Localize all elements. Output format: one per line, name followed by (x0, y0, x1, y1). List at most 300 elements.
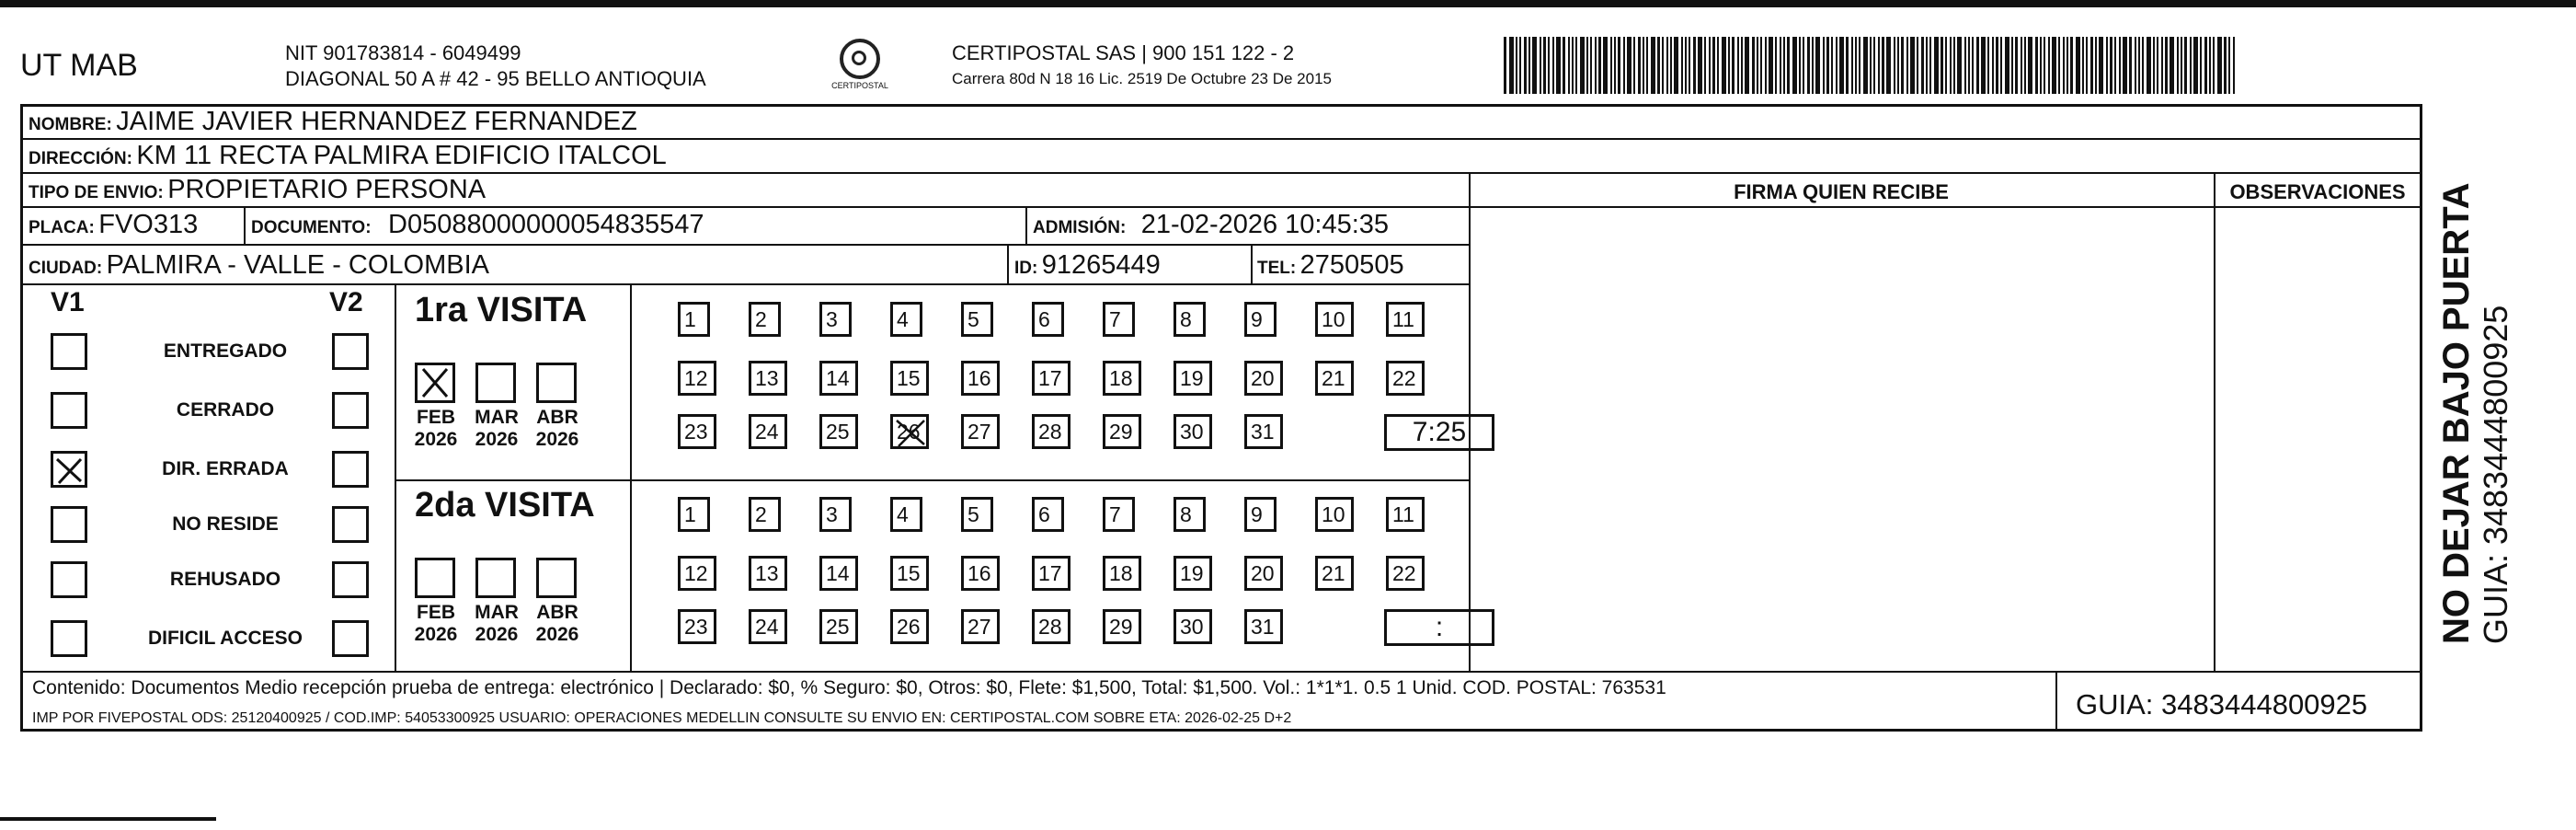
day-box[interactable] (1103, 361, 1141, 396)
barcode-bar (1957, 37, 1962, 94)
day-box[interactable] (1244, 361, 1283, 396)
day-number: 15 (897, 561, 921, 585)
barcode-bar (1575, 37, 1577, 94)
name-field (29, 107, 637, 137)
document-value: D05088000000054835547 (388, 210, 704, 239)
day-box[interactable] (890, 556, 929, 591)
day-number: 5 (967, 307, 979, 331)
barcode-bar (1981, 37, 1986, 94)
carrier-name: CERTIPOSTAL SAS | 900 151 122 - 2 (952, 41, 1295, 64)
barcode-bar (1934, 37, 1939, 94)
v2-checkbox[interactable] (332, 451, 369, 488)
v1-checkbox[interactable] (51, 506, 87, 543)
day-number: 10 (1322, 307, 1345, 331)
day-box[interactable] (1174, 556, 1212, 591)
day-number: 26 (897, 420, 921, 444)
barcode-bar (1976, 37, 1979, 94)
day-box[interactable] (819, 302, 852, 337)
barcode-bar (1666, 37, 1668, 94)
month-name: FEB (417, 407, 455, 428)
day-number: 28 (1038, 420, 1062, 444)
day-box[interactable] (890, 302, 922, 337)
day-number: 19 (1180, 561, 1204, 585)
day-box[interactable] (1103, 609, 1141, 644)
barcode-bar (1704, 37, 1706, 94)
day-box[interactable] (1032, 556, 1070, 591)
barcode-bar (2184, 37, 2187, 94)
time-field[interactable]: : (1384, 609, 1494, 646)
barcode-bar (1807, 37, 1810, 94)
month-label (409, 602, 463, 646)
month-checkbox[interactable] (475, 558, 516, 598)
v2-checkbox[interactable] (332, 392, 369, 429)
month-label (409, 407, 463, 451)
v2-checkbox[interactable] (332, 506, 369, 543)
day-number: 21 (1322, 366, 1345, 390)
day-box[interactable] (1174, 497, 1206, 532)
v2-header: V2 (329, 287, 363, 317)
tel-label: TEL: (1257, 259, 1297, 278)
day-box[interactable] (1032, 497, 1064, 532)
v1-checkbox[interactable] (51, 333, 87, 370)
barcode-bar (1775, 37, 1777, 94)
barcode-bar (2011, 37, 2013, 94)
barcode-bar (2170, 37, 2174, 94)
barcode-bar (1519, 37, 1521, 94)
month-checkbox[interactable] (536, 558, 577, 598)
day-number: 3 (826, 502, 838, 526)
barcode-bar (1926, 37, 1928, 94)
address-label: DIRECCIÓN: (29, 149, 132, 168)
barcode-bar (1878, 37, 1880, 94)
delivery-form (20, 104, 2422, 732)
barcode-bar (1799, 37, 1801, 94)
barcode-bar (2157, 37, 2158, 94)
shipment-label: TIPO DE ENVIO: (29, 183, 164, 202)
day-number: 26 (897, 615, 921, 639)
month-year: 2026 (535, 624, 579, 645)
barcode-bar (1972, 37, 1974, 94)
day-box[interactable] (678, 302, 710, 337)
month-year: 2026 (475, 429, 519, 450)
barcode-bar (1752, 37, 1755, 94)
day-box[interactable] (1103, 497, 1135, 532)
barcode-bar (1674, 37, 1678, 94)
name-value: JAIME JAVIER HERNANDEZ FERNANDEZ (116, 107, 637, 136)
side-text (2435, 182, 2514, 644)
day-number: 30 (1180, 615, 1204, 639)
barcode-bar (1568, 37, 1570, 94)
row-divider (23, 671, 2420, 673)
day-box[interactable] (1244, 302, 1277, 337)
day-number: 17 (1038, 561, 1062, 585)
barcode-bar (1815, 37, 1820, 94)
barcode-bar (1873, 37, 1875, 94)
day-box[interactable] (961, 609, 1000, 644)
carrier-license: Carrera 80d N 18 16 Lic. 2519 De Octubre 23 De 2015 (952, 70, 1332, 87)
day-number: 5 (967, 502, 979, 526)
day-number: 31 (1251, 615, 1275, 639)
day-box[interactable] (890, 361, 929, 396)
shipment-field (29, 175, 486, 205)
barcode-bar (1906, 37, 1908, 94)
day-number: 8 (1180, 307, 1192, 331)
day-box[interactable] (961, 414, 1000, 449)
day-box[interactable] (1103, 556, 1141, 591)
barcode-bar (1614, 37, 1616, 94)
barcode-bar (1741, 37, 1743, 94)
day-box[interactable] (961, 556, 1000, 591)
barcode-bar (2147, 37, 2151, 94)
barcode-bar (1543, 37, 1546, 94)
status-label: CERRADO (176, 399, 275, 421)
day-box[interactable] (1244, 609, 1283, 644)
barcode-bar (1590, 37, 1592, 94)
barcode-bar (1698, 37, 1702, 94)
barcode-bar (2224, 37, 2227, 94)
day-number: 25 (826, 615, 850, 639)
day-number: 2 (755, 502, 767, 526)
barcode-bar (1921, 37, 1924, 94)
day-box[interactable] (749, 302, 781, 337)
v2-checkbox[interactable] (332, 333, 369, 370)
day-number: 31 (1251, 420, 1275, 444)
month-year: 2026 (414, 624, 458, 645)
barcode-bar (2063, 37, 2065, 94)
document-label: DOCUMENTO: (251, 218, 372, 237)
top-border (0, 0, 2576, 7)
logo-text: CERTIPOSTAL (831, 81, 888, 90)
day-box[interactable] (961, 497, 993, 532)
barcode-bar (1792, 37, 1797, 94)
day-number: 22 (1392, 366, 1416, 390)
shipment-value: PROPIETARIO PERSONA (167, 175, 487, 204)
row-divider (23, 206, 2420, 208)
day-number: 7 (1109, 307, 1121, 331)
day-box[interactable] (1386, 361, 1425, 396)
v2-checkbox[interactable] (332, 561, 369, 598)
barcode-bar (1737, 37, 1739, 94)
barcode-bar (1563, 37, 1565, 94)
barcode-bar (2028, 37, 2032, 94)
barcode-bar (2177, 37, 2179, 94)
day-number: 25 (826, 420, 850, 444)
barcode-bar (1846, 37, 1849, 94)
barcode-bar (2040, 37, 2042, 94)
day-box[interactable] (1103, 414, 1141, 449)
barcode-bar (2000, 37, 2002, 94)
day-number: 9 (1251, 502, 1263, 526)
day-box[interactable] (749, 414, 787, 449)
barcode-bar (1831, 37, 1833, 94)
month-label (531, 407, 584, 451)
day-box[interactable] (890, 414, 929, 449)
footer-content: Contenido: Documentos Medio recepción prueba de entrega: electrónico | Declarado: $0, % Seguro: $0, Otros: $0, Flete: $1,500, Total: $1,500. Vol.: 1*1*1. 0.5 1 Unid. COD. POSTAL: 763531 (32, 677, 1666, 698)
address-field (29, 141, 667, 171)
company-nit: NIT 901783814 - 6049499 (285, 41, 521, 64)
day-box[interactable] (1244, 414, 1283, 449)
barcode-bar (2086, 37, 2088, 94)
status-label: DIFICIL ACCESO (147, 628, 303, 649)
day-box[interactable] (819, 361, 858, 396)
day-number: 19 (1180, 366, 1204, 390)
city-label: CIUDAD: (29, 259, 103, 278)
v1-checkbox[interactable] (51, 620, 87, 657)
barcode-bar (1765, 37, 1767, 94)
day-box[interactable] (1174, 414, 1212, 449)
day-number: 23 (684, 420, 708, 444)
day-box[interactable] (1174, 302, 1206, 337)
day-box[interactable] (819, 609, 858, 644)
col-divider (1025, 208, 1027, 245)
barcode-bar (2114, 37, 2116, 94)
barcode-bar (1826, 37, 1829, 94)
time-field[interactable]: 7:25 (1384, 414, 1494, 451)
admission-value: 21-02-2026 10:45:35 (1140, 210, 1390, 239)
document-field (251, 210, 704, 240)
barcode-bar (1941, 37, 1943, 94)
day-number: 20 (1251, 366, 1275, 390)
side-warning: NO DEJAR BAJO PUERTA (2436, 182, 2477, 644)
logo-icon (840, 39, 880, 79)
month-name: ABR (536, 407, 578, 428)
day-box[interactable] (678, 497, 710, 532)
observations-header: OBSERVACIONES (2229, 180, 2406, 203)
admission-label: ADMISIÓN: (1033, 218, 1127, 237)
day-number: 13 (755, 366, 779, 390)
barcode-bar (2142, 37, 2144, 94)
barcode-bar (1851, 37, 1853, 94)
barcode-bar (1950, 37, 1952, 94)
barcode-bar (1548, 37, 1550, 94)
day-number: 17 (1038, 366, 1062, 390)
month-name: FEB (417, 602, 455, 623)
barcode-bar (2228, 37, 2230, 94)
day-box[interactable] (1174, 609, 1212, 644)
barcode-bar (2200, 37, 2202, 94)
row-divider (396, 479, 1469, 481)
barcode-bar (1657, 37, 1660, 94)
col-divider (2214, 173, 2215, 672)
month-year: 2026 (414, 429, 458, 450)
day-box[interactable] (678, 361, 716, 396)
col-divider (2055, 672, 2057, 729)
day-box[interactable] (678, 414, 716, 449)
barcode-bar (1964, 37, 1966, 94)
day-box[interactable] (678, 556, 716, 591)
day-number: 11 (1392, 307, 1414, 331)
barcode-bar (1685, 37, 1687, 94)
barcode-bar (1603, 37, 1608, 94)
v2-checkbox[interactable] (332, 620, 369, 657)
barcode-bar (1638, 37, 1641, 94)
barcode-bar (1670, 37, 1672, 94)
footer-imp: IMP POR FIVEPOSTAL ODS: 25120400925 / COD.IMP: 54053300925 USUARIO: OPERACIONES MEDELLIN CONSULTE SU ENVIO EN: CERTIPOSTAL.COM SOBRE ETA: 2026-02-25 D+2 (32, 710, 1292, 726)
col-divider (2420, 173, 2421, 672)
barcode-bar (2135, 37, 2136, 94)
month-checkbox[interactable] (536, 363, 577, 403)
barcode-bar (1623, 37, 1625, 94)
col-divider (630, 285, 632, 672)
barcode-bar (1516, 37, 1517, 94)
id-value: 91265449 (1041, 250, 1161, 280)
day-box[interactable] (1386, 556, 1425, 591)
barcode-bar (2005, 37, 2009, 94)
barcode-bar (1646, 37, 1648, 94)
barcode-bar (2123, 37, 2127, 94)
day-box[interactable] (749, 556, 787, 591)
month-name: MAR (475, 602, 519, 623)
month-year: 2026 (535, 429, 579, 450)
barcode-bar (2181, 37, 2182, 94)
barcode-bar (1618, 37, 1620, 94)
barcode-bar (1897, 37, 1899, 94)
day-box[interactable] (1103, 302, 1135, 337)
day-box[interactable] (1386, 497, 1425, 532)
barcode-bar (1633, 37, 1635, 94)
day-box[interactable] (678, 609, 716, 644)
day-box[interactable] (749, 361, 787, 396)
plate-value: FVO313 (98, 210, 199, 239)
month-checkbox[interactable] (475, 363, 516, 403)
barcode-bar (1787, 37, 1790, 94)
day-box[interactable] (1174, 361, 1212, 396)
barcode-bar (1882, 37, 1884, 94)
check-x-icon (893, 417, 930, 450)
visit-title: 1ra VISITA (415, 291, 588, 329)
barcode-bar (2153, 37, 2155, 94)
barcode-bar (1651, 37, 1655, 94)
day-number: 27 (967, 615, 991, 639)
day-box[interactable] (819, 414, 858, 449)
barcode-bar (1812, 37, 1814, 94)
day-box[interactable] (890, 609, 929, 644)
barcode-bar (1556, 37, 1561, 94)
day-box[interactable] (819, 497, 852, 532)
v1-checkbox[interactable] (51, 561, 87, 598)
day-box[interactable] (1315, 361, 1354, 396)
barcode-bar (2190, 37, 2192, 94)
day-number: 13 (755, 561, 779, 585)
v1-checkbox[interactable] (51, 451, 87, 488)
day-number: 20 (1251, 561, 1275, 585)
day-number: 14 (826, 561, 850, 585)
barcode-bar (2209, 37, 2211, 94)
day-number: 23 (684, 615, 708, 639)
plate-field (29, 210, 198, 240)
col-divider (1251, 246, 1253, 284)
barcode-bar (1712, 37, 1715, 94)
month-checkbox[interactable] (415, 363, 455, 403)
month-label (470, 407, 523, 451)
barcode-bar (2082, 37, 2084, 94)
barcode-bar (1863, 37, 1868, 94)
barcode-bar (1855, 37, 1857, 94)
barcode-bar (1769, 37, 1773, 94)
day-number: 29 (1109, 420, 1133, 444)
barcode-bar (2021, 37, 2022, 94)
day-number: 9 (1251, 307, 1263, 331)
day-box[interactable] (819, 556, 858, 591)
day-box[interactable] (1315, 497, 1354, 532)
day-box[interactable] (1386, 302, 1425, 337)
check-x-icon (53, 454, 85, 485)
day-box[interactable] (1315, 556, 1354, 591)
month-label (470, 602, 523, 646)
day-number: 8 (1180, 502, 1192, 526)
barcode-bar (2213, 37, 2215, 94)
day-box[interactable] (749, 609, 787, 644)
barcode-bar (2165, 37, 2168, 94)
day-box[interactable] (1032, 361, 1070, 396)
day-box[interactable] (749, 497, 781, 532)
day-box[interactable] (1032, 414, 1070, 449)
barcode-bar (1945, 37, 1947, 94)
month-checkbox[interactable] (415, 558, 455, 598)
status-label: ENTREGADO (163, 340, 288, 362)
barcode-bar (2067, 37, 2068, 94)
day-box[interactable] (961, 302, 993, 337)
id-field (1014, 250, 1161, 281)
barcode-bar (1894, 37, 1895, 94)
day-number: 6 (1038, 502, 1050, 526)
day-number: 15 (897, 366, 921, 390)
barcode-bar (1732, 37, 1735, 94)
col-divider (395, 285, 396, 672)
barcode-bar (1717, 37, 1719, 94)
barcode-bar (1836, 37, 1838, 94)
barcode-bar (1610, 37, 1612, 94)
day-number: 18 (1109, 561, 1133, 585)
day-box[interactable] (890, 497, 922, 532)
day-number: 6 (1038, 307, 1050, 331)
barcode-bar (1760, 37, 1762, 94)
day-box[interactable] (1244, 556, 1283, 591)
month-name: ABR (536, 602, 578, 623)
barcode-bar (1823, 37, 1825, 94)
barcode-bar (1627, 37, 1631, 94)
barcode-bar (2119, 37, 2121, 94)
day-box[interactable] (1032, 609, 1070, 644)
check-x-icon (418, 365, 452, 400)
barcode-bar (1586, 37, 1588, 94)
company-address: DIAGONAL 50 A # 42 - 95 BELLO ANTIOQUIA (285, 67, 706, 90)
barcode-bar (1693, 37, 1696, 94)
bottom-border (0, 817, 216, 821)
day-number: 28 (1038, 615, 1062, 639)
day-number: 11 (1392, 502, 1414, 526)
day-box[interactable] (961, 361, 1000, 396)
tel-field (1257, 250, 1404, 281)
barcode-bar (2076, 37, 2080, 94)
address-value: KM 11 RECTA PALMIRA EDIFICIO ITALCOL (136, 141, 667, 170)
day-number: 4 (897, 502, 909, 526)
day-box[interactable] (1244, 497, 1277, 532)
visit-title: 2da VISITA (415, 486, 595, 525)
barcode-bar (1839, 37, 1844, 94)
admission-field (1033, 210, 1389, 240)
barcode-bar (1524, 37, 1527, 94)
day-box[interactable] (1032, 302, 1064, 337)
v1-checkbox[interactable] (51, 392, 87, 429)
barcode-bar (1552, 37, 1554, 94)
company-name: UT MAB (20, 48, 138, 83)
day-number: 1 (684, 307, 696, 331)
barcode-bar (2099, 37, 2103, 94)
day-box[interactable] (1315, 302, 1354, 337)
month-label (531, 602, 584, 646)
day-number: 24 (755, 615, 779, 639)
